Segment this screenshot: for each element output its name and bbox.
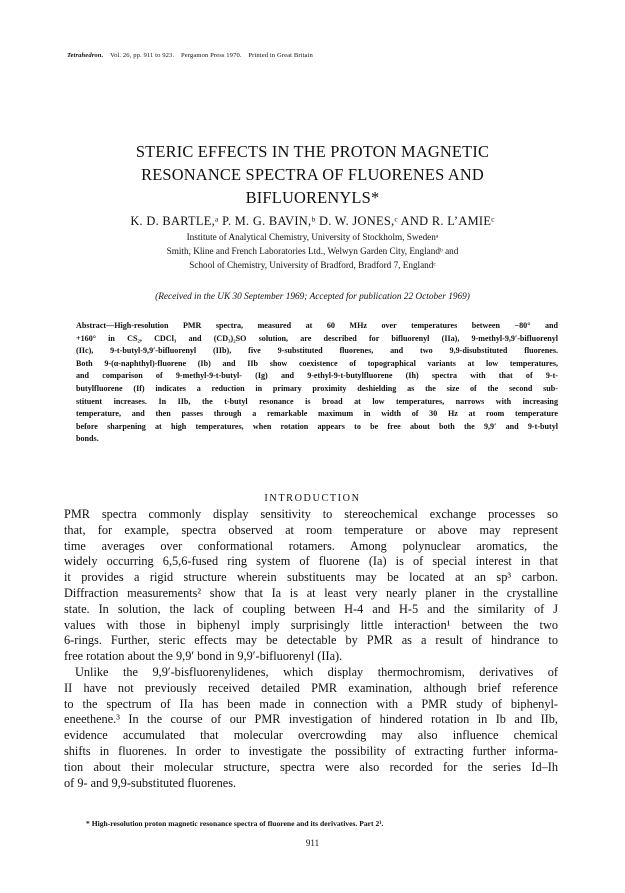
received-dates: (Received in the UK 30 September 1969; Accepted for publication 22 October 1969) <box>155 292 470 302</box>
abstract-line: (IIc), 9-t-butyl-9,9′-bifluorenyl (IIb), five 9-substituted fluorenes, and two 9,9-disubstituted fluorenes. <box>76 346 558 356</box>
abstract-line: temperature, and then passes through a remarkable maximum in width of 30 Hz at room temperature <box>76 409 558 419</box>
body-line: Unlike the 9,9′-bisfluorenylidenes, which display thermochromism, derivatives of <box>75 664 558 679</box>
author-list: K. D. BARTLE,ᵃ P. M. G. BAVIN,ᵇ D. W. JONES,ᶜ AND R. L’AMIEᶜ <box>130 214 495 228</box>
title-line: STERIC EFFECTS IN THE PROTON MAGNETIC <box>135 142 490 161</box>
paper-title <box>60 140 565 209</box>
journal-volume: Vol. 26, pp. 911 to 923. <box>110 52 175 59</box>
journal-name: Tetrahedron. <box>67 52 104 59</box>
journal-publisher: Pergamon Press 1970. <box>180 52 242 59</box>
body-line: state. In solution, the lack of coupling between H-4 and H-5 and the similarity of J <box>64 601 558 616</box>
body-line: evidence accumulated that molecular overcrowding may also influence chemical <box>64 728 558 743</box>
body-line: of 9- and 9,9-substituted fluorenes. <box>64 775 237 790</box>
introduction-text <box>64 507 558 791</box>
affiliation-line: Smith, Kline and French Laboratories Ltd., Welwyn Garden City, Englandᵇ and <box>166 245 459 256</box>
body-line: 6-rings. Further, steric effects may be detectable by PMR as a result of hindrance to <box>64 633 558 648</box>
abstract-line: before sharpening at high temperatures, when rotation appears to be free about both the 9,9′ and 9-t-butyl <box>76 421 558 431</box>
body-line: widely occurring 6,5,6-fused ring system of fluorene (Ia) is of special interest in that <box>64 554 558 569</box>
abstract-line: bonds. <box>76 434 99 444</box>
body-line: tion about their molecular structure, spectra were also recorded for the series Id–Ih <box>64 759 558 774</box>
body-line: PMR spectra commonly display sensitivity to stereochemical exchange processes so <box>64 507 558 521</box>
title-line: RESONANCE SPECTRA OF FLUORENES AND <box>141 165 484 184</box>
body-line: shifts in fluorenes. In order to investigate the possibility of extracting further informa- <box>64 743 558 758</box>
body-line: to the spectrum of IIa has been made in connection with a PMR study of biphenyl- <box>64 696 558 711</box>
affiliation-line: Institute of Analytical Chemistry, University of Stockholm, Swedenᵃ <box>186 232 439 242</box>
body-line: that, for example, spectra observed at room temperature or above may represent <box>64 522 558 537</box>
abstract-line: and comparison of 9-methyl-9-t-butyl- (Ig) and 9-ethyl-9-t-butylfluorene (Ih) spectra with that of 9-t- <box>76 371 558 381</box>
page-number: 911 <box>305 838 320 848</box>
abstract-line: butylfluorene (If) indicates a reduction in primary proximity deshielding as the size of the second sub- <box>76 383 558 393</box>
section-heading: INTRODUCTION <box>264 493 361 504</box>
body-line: values with those in biphenyl imply surprisingly little interaction¹ between the two <box>64 617 558 632</box>
body-line: eneethene.³ In the course of our PMR investigation of hindered rotation in Ib and IIb, <box>64 712 558 727</box>
body-line: II have not previously received detailed PMR examination, although brief reference <box>64 680 558 695</box>
journal-citation <box>67 52 318 59</box>
title-line: BIFLUORENYLS* <box>245 188 380 207</box>
body-line: free rotation about the 9,9′ bond in 9,9′-bifluorenyl (IIa). <box>64 649 343 664</box>
abstract-line: +160° in CS₂, CDCl₃ and (CD₃)₂SO solution, are described for bifluorenyl (IIa), 9-methyl-9,9′-bifluorenyl <box>76 333 558 343</box>
affiliation-line: School of Chemistry, University of Bradford, Bradford 7, Englandᶜ <box>189 259 436 270</box>
body-line: Diffraction measurements² show that Ia is at least very nearly planer in the crystalline <box>64 585 558 600</box>
abstract-line: stituent increases. In IIb, the t-butyl resonance is broad at low temperatures, narrows with increasing <box>76 396 558 406</box>
body-line: time averages over conformational rotamers. Among polynuclear aromatics, the <box>64 538 558 553</box>
body-line: it provides a rigid structure wherein substituents may be located at an sp³ carbon. <box>64 570 558 585</box>
footnote: * High-resolution proton magnetic resonance spectra of fluorene and its derivatives. Part 2¹. <box>86 819 384 828</box>
abstract-line: Both 9-(α-naphthyl)-fluorene (Ib) and IIb show coexistence of topographical variants at low temperatures, <box>76 358 558 368</box>
affiliations <box>60 231 565 272</box>
abstract <box>76 320 558 446</box>
journal-printed: Printed in Great Britain <box>248 52 313 59</box>
abstract-line: Abstract—High-resolution PMR spectra, measured at 60 MHz over temperatures between −80° and <box>76 321 558 330</box>
